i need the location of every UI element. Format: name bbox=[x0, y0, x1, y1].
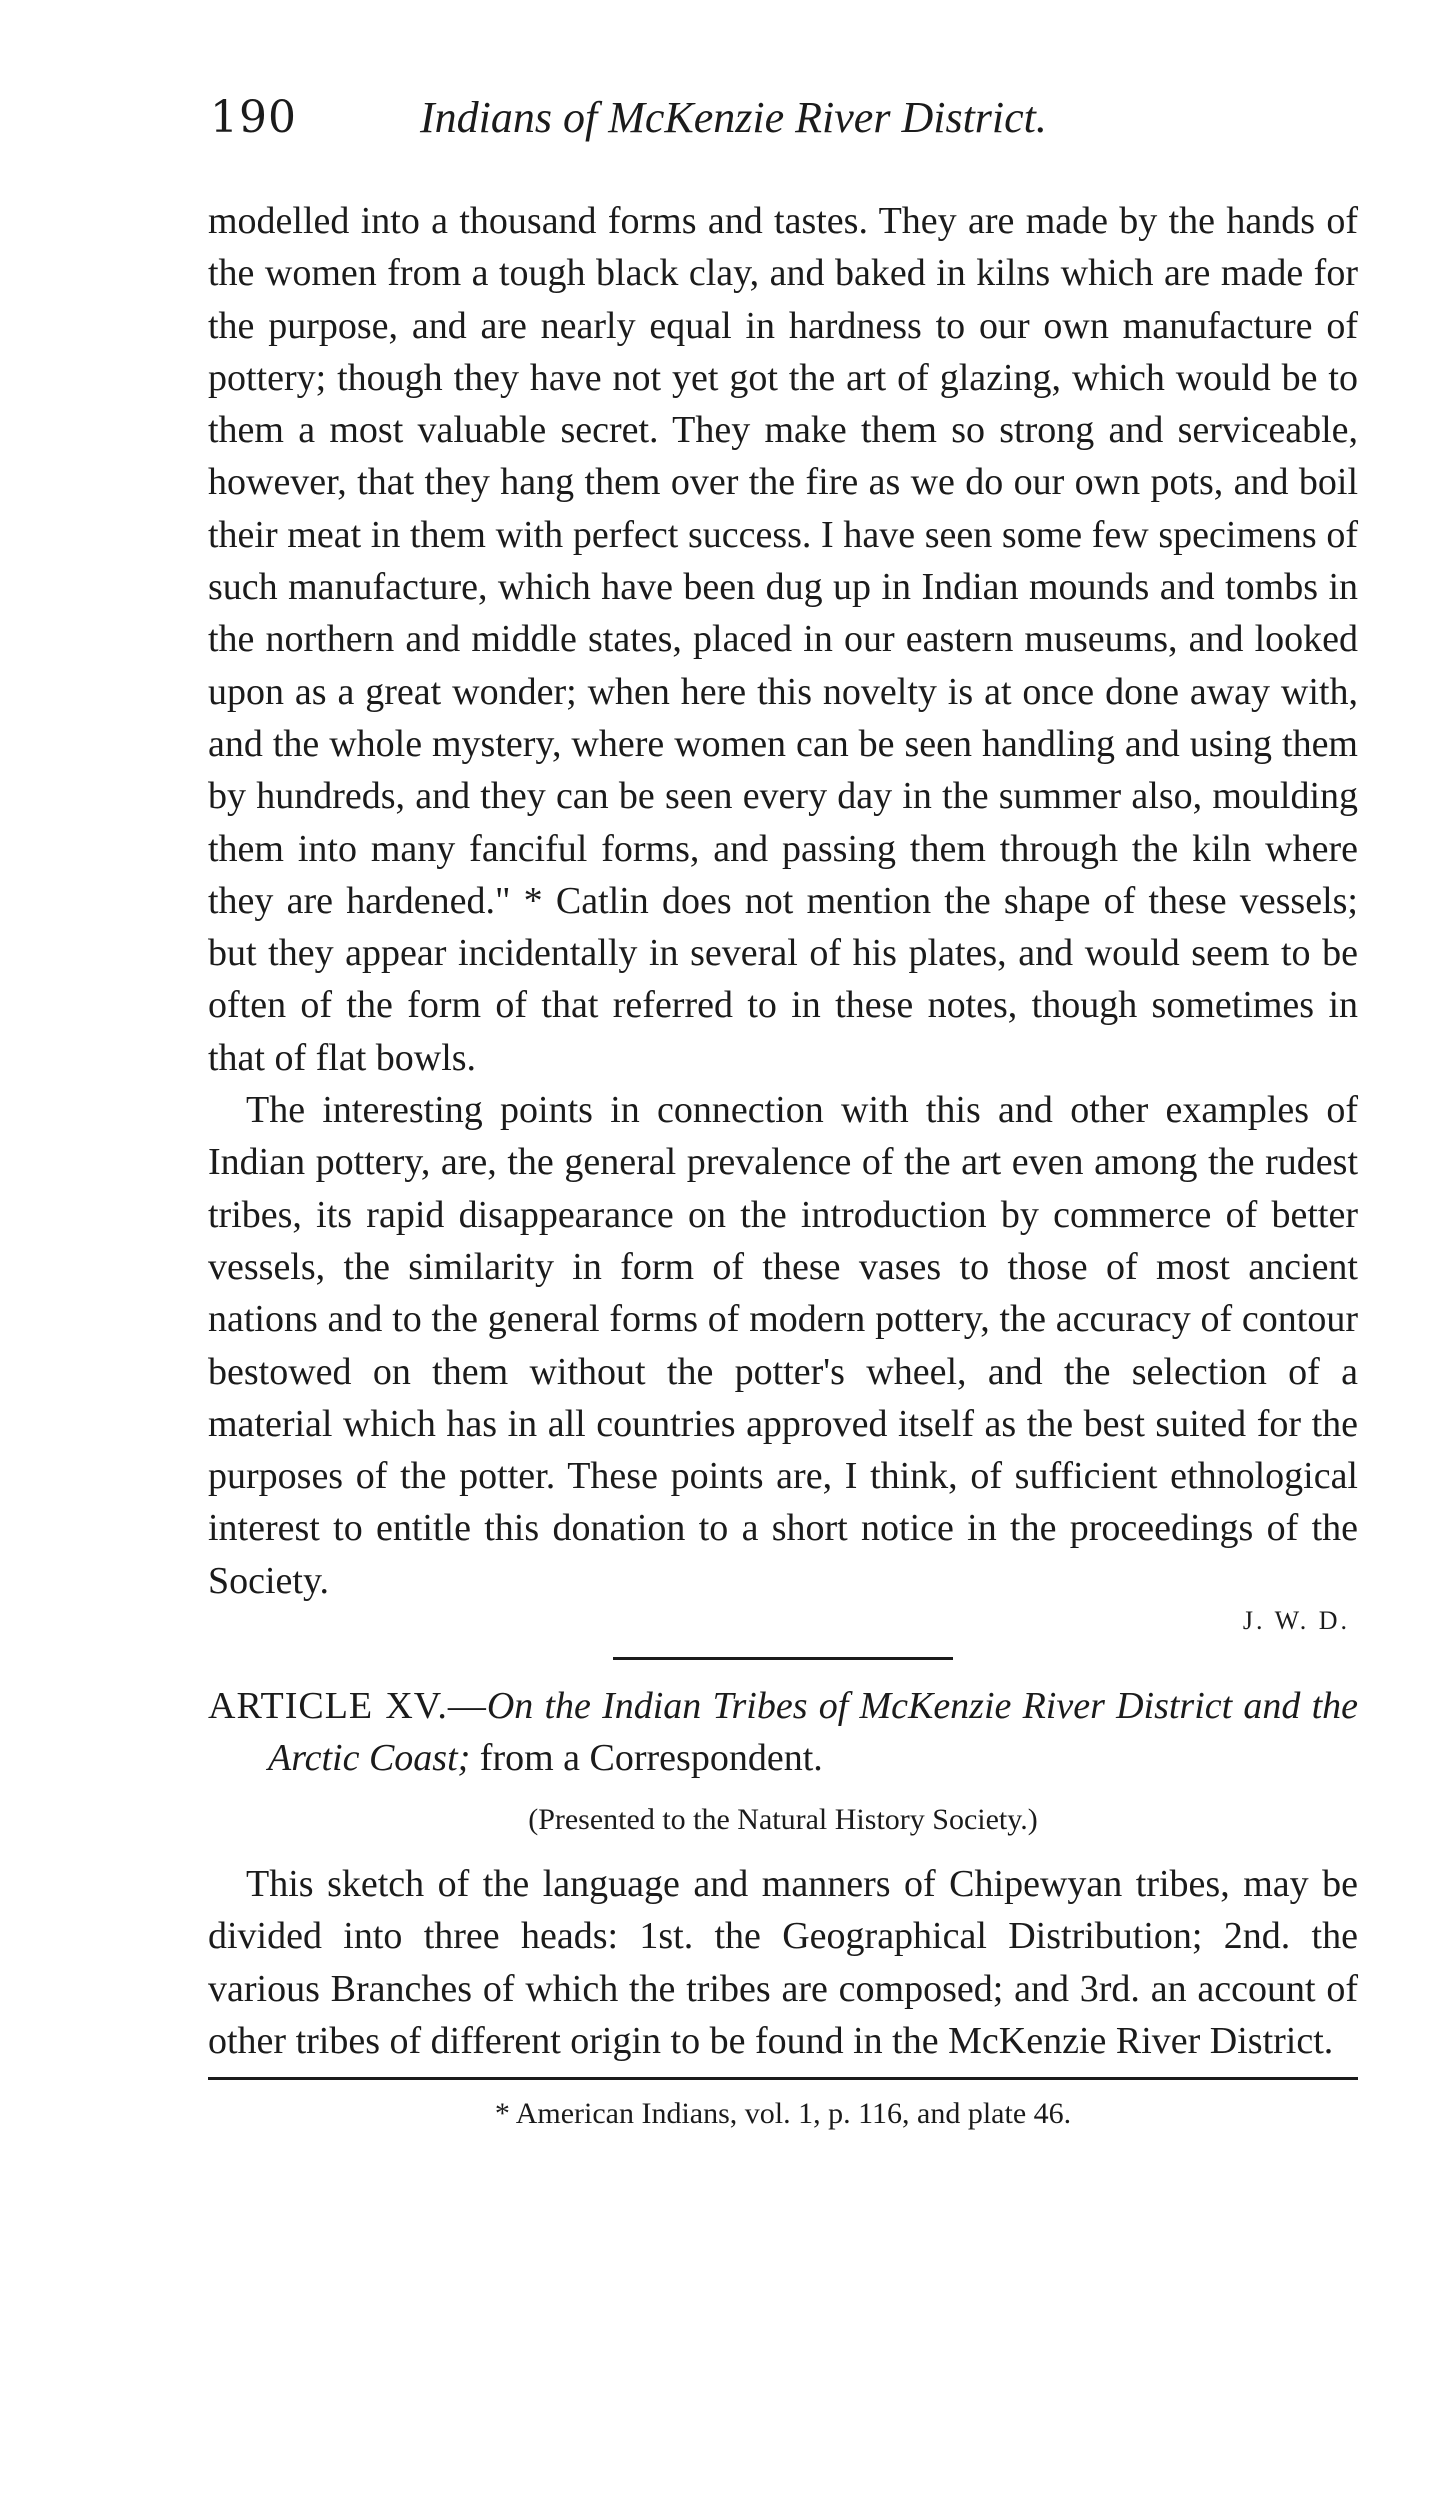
paragraph-sketch-intro: This sketch of the language and manners of Chipewyan tribes, may be divided into three heads: 1st. the Geographical Distribution; 2nd. the various Branches of which the tribes are composed; and 3rd. an account of other tribes of different origin to be found in the McKenzie River District. bbox=[208, 1863, 1358, 2062]
running-head: Indians of McKenzie River District. bbox=[420, 93, 1047, 142]
page-number: 190 bbox=[210, 92, 297, 143]
article-source: from a Correspondent. bbox=[470, 1737, 823, 1780]
paragraph-interesting-points: The interesting points in connection with this and other examples of Indian pottery, are, the general prevalence of the art even among the rudest tribes, its rapid disappearance on the introduction by commerce of better vessels, the similarity in form of these vases to those of most ancient nations and to the general forms of modern pottery, the accuracy of contour bestowed on them without the potter's wheel, and the selection of a material which has in all countries approved itself as the best suited for the purposes of the potter. These points are, I think, of sufficient ethnological interest to entitle this donation to a short notice in the proceedings of the Society. bbox=[208, 1089, 1358, 1602]
footnote-divider bbox=[208, 2077, 1358, 2080]
article-heading bbox=[208, 1680, 1358, 1784]
presented-note: (Presented to the Natural History Society.) bbox=[528, 1803, 1038, 1837]
article-label: ARTICLE XV.— bbox=[208, 1685, 487, 1728]
body-text bbox=[208, 195, 1358, 2136]
footnote: * American Indians, vol. 1, p. 116, and plate 46. bbox=[494, 2097, 1072, 2131]
section-divider bbox=[613, 1657, 953, 1660]
paragraph-pottery-quote: modelled into a thousand forms and tastes. They are made by the hands of the women from a tough black clay, and baked in kilns which are made for the purpose, and are nearly equal in hardness to our own manufacture of pottery; though they have not yet got the art of glazing, which would be to them a most valuable secret. They make them so strong and serviceable, however, that they hang them over the fire as we do our own pots, and boil their meat in them with perfect success. I have seen some few specimens of such manufacture, which have been dug up in Indian mounds and tombs in the northern and middle states, placed in our eastern museums, and looked upon as a great wonder; when here this novelty is at once done away with, and the whole mystery, where women can be seen handling and using them by hundreds, and they can be seen every day in the summer also, moulding them into many fanciful forms, and passing them through the kiln where they are hardened." * Catlin does not mention the shape of these vessels; but they appear incidentally in several of his plates, and would seem to be often of the form of that referred to in these notes, though sometimes in that of flat bowls. bbox=[208, 200, 1358, 1079]
article-title: On the Indian Tribes of McKenzie River District and the Arctic Coast; bbox=[268, 1685, 1358, 1780]
page-header bbox=[200, 92, 1360, 162]
author-initials: J. W. D. bbox=[1242, 1606, 1350, 1636]
